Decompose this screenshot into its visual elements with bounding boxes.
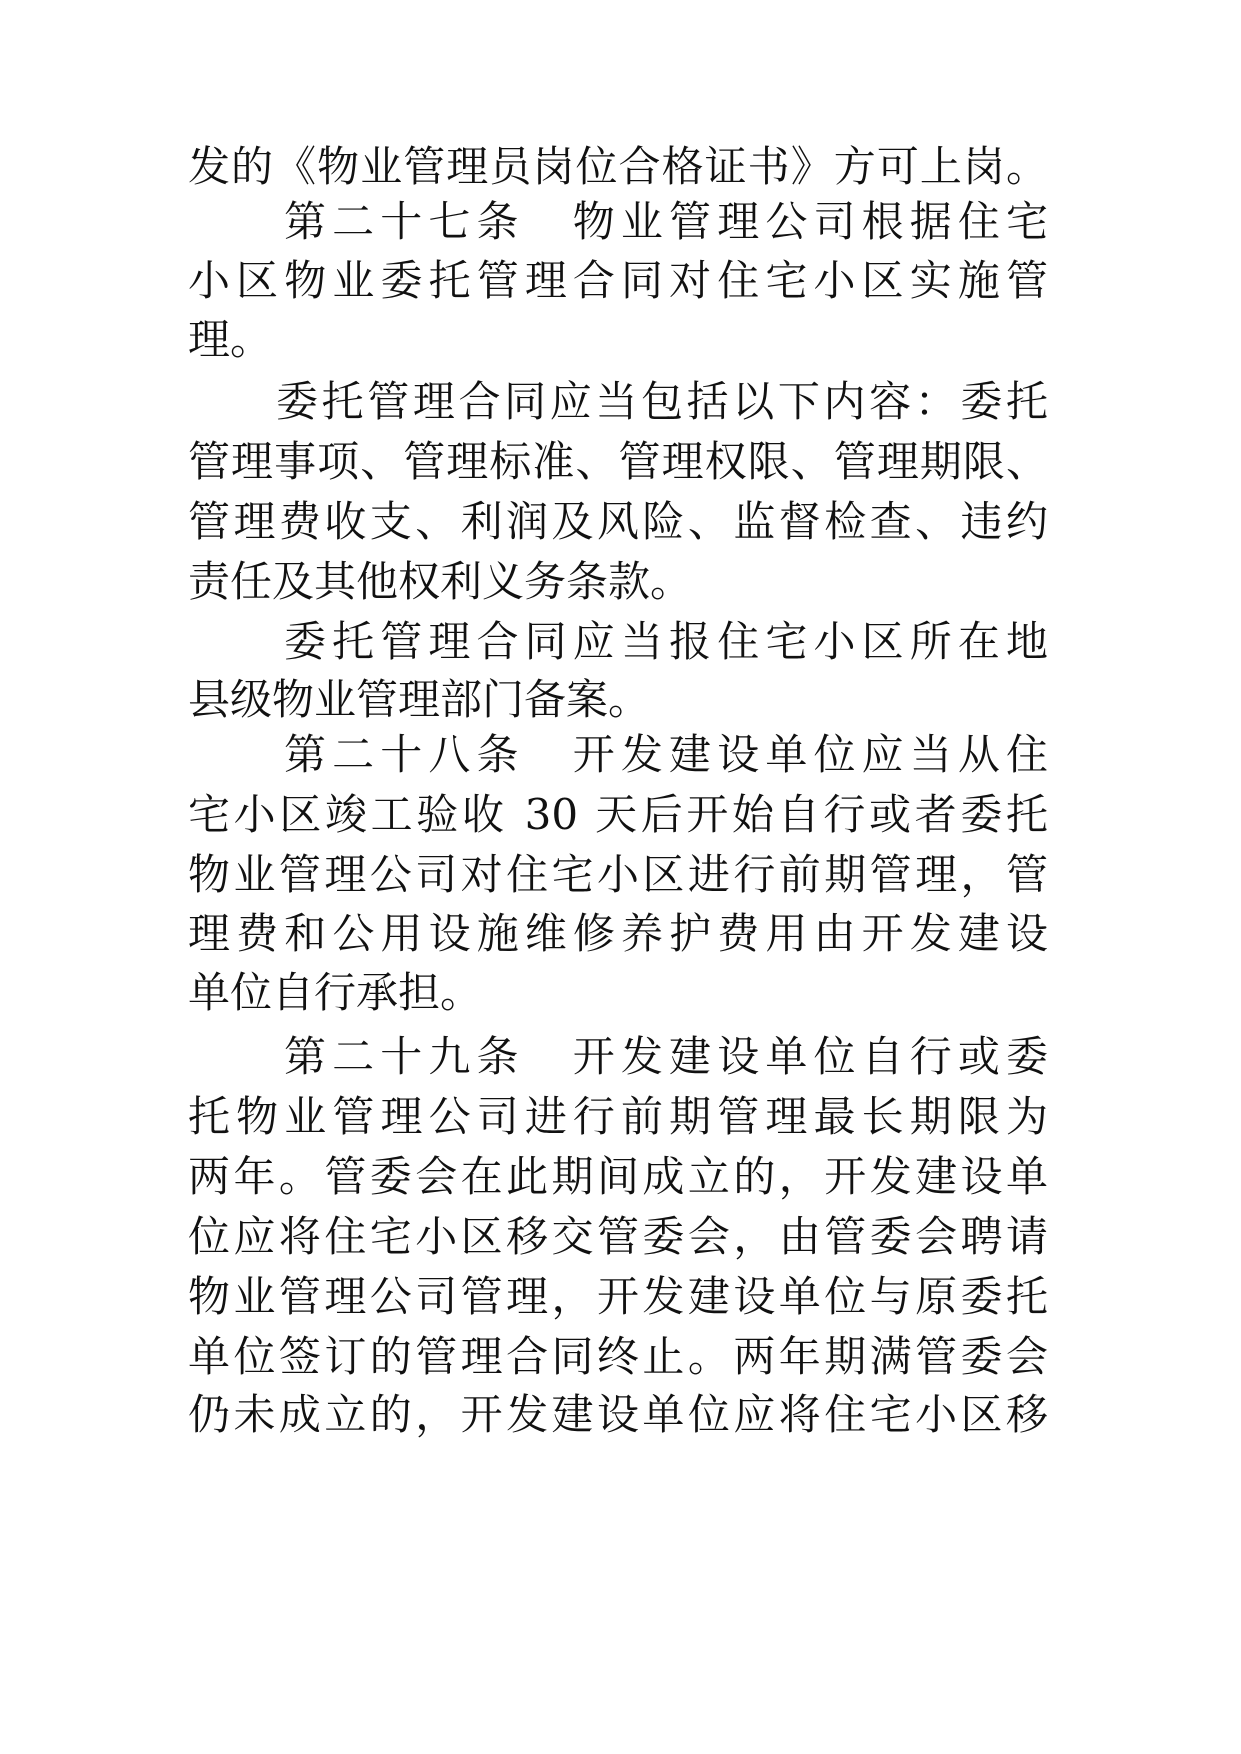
text-line: 仍未成立的，开发建设单位应将住宅小区移 — [188, 1390, 1048, 1439]
text-line: 县级物业管理部门备案。 — [188, 675, 651, 724]
paragraph-start-line: 委托管理合同应当报住宅小区所在地 — [284, 617, 1048, 666]
article-29-heading-line: 第二十九条 开发建设单位自行或委 — [284, 1032, 1048, 1081]
text-line: 物业管理公司管理，开发建设单位与原委托 — [188, 1272, 1048, 1321]
text-line: 位应将住宅小区移交管委会，由管委会聘请 — [188, 1212, 1048, 1261]
text-line: 责任及其他权利义务条款。 — [188, 557, 693, 606]
text-line: 管理费收支、利润及风险、监督检查、违约 — [188, 497, 1048, 546]
text-line: 理。 — [188, 315, 273, 364]
text-line: 两年。管委会在此期间成立的，开发建设单 — [188, 1152, 1048, 1201]
text-line: 托物业管理公司进行前期管理最长期限为 — [188, 1092, 1048, 1141]
text-line: 小区物业委托管理合同对住宅小区实施管 — [188, 256, 1048, 305]
article-28-heading-line: 第二十八条 开发建设单位应当从住 — [284, 730, 1048, 779]
text-line: 单位自行承担。 — [188, 968, 483, 1017]
text-line: 管理事项、管理标准、管理权限、管理期限、 — [188, 437, 1048, 486]
paragraph-start-line: 委托管理合同应当包括以下内容：委托 — [276, 377, 1048, 426]
text-line: 理费和公用设施维修养护费用由开发建设 — [188, 909, 1048, 958]
article-27-heading-line: 第二十七条 物业管理公司根据住宅 — [284, 197, 1048, 246]
text-line: 单位签订的管理合同终止。两年期满管委会 — [188, 1332, 1048, 1381]
text-line: 发的《物业管理员岗位合格证书》方可上岗。 — [188, 142, 1048, 191]
text-line: 宅小区竣工验收 30 天后开始自行或者委托 — [188, 790, 1048, 839]
text-line: 物业管理公司对住宅小区进行前期管理，管 — [188, 850, 1048, 899]
